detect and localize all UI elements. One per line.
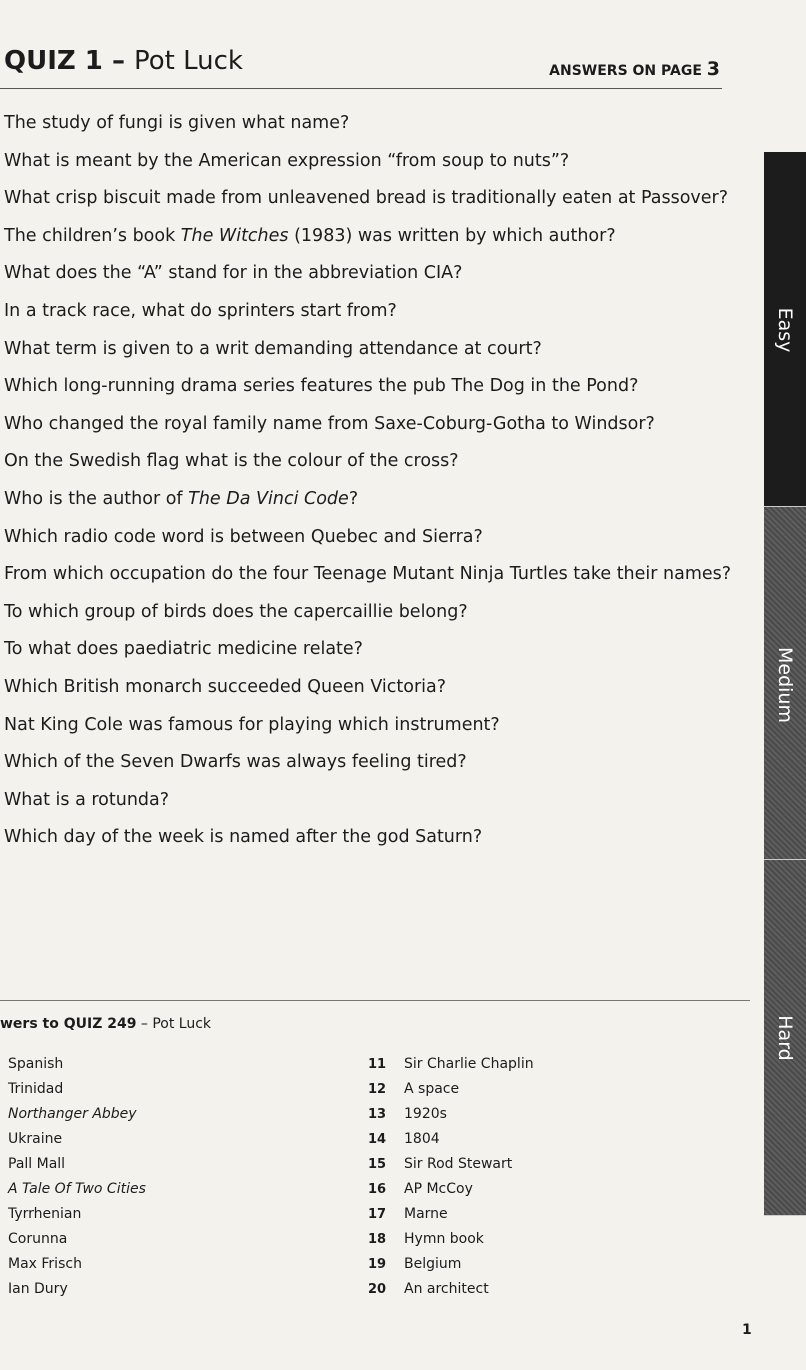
question-item: Nat King Cole was famous for playing which instrument? xyxy=(4,714,500,735)
answer-number: 12 xyxy=(368,1082,387,1097)
answer-text: Marne xyxy=(404,1206,448,1222)
question-item: What does the “A” stand for in the abbreviation CIA? xyxy=(4,263,463,284)
question-item xyxy=(4,221,731,259)
answer-item xyxy=(368,1077,534,1102)
answer-text: 1804 xyxy=(404,1131,440,1147)
quiz-topic: Pot Luck xyxy=(134,46,243,76)
question-item xyxy=(4,484,731,522)
tab-easy xyxy=(764,152,806,507)
answer-number: 13 xyxy=(368,1107,387,1122)
answer-number: 14 xyxy=(368,1132,387,1147)
question-item: What is meant by the American expression “from soup to nuts”? xyxy=(4,150,570,171)
question-title-italic: The Witches xyxy=(180,225,289,246)
question-item: From which occupation do the four Teenage Mutant Ninja Turtles take their names? xyxy=(4,564,732,585)
question-item: To what does paediatric medicine relate? xyxy=(4,639,363,660)
answer-number: 19 xyxy=(368,1257,387,1272)
question-text: The children’s book xyxy=(4,225,181,246)
answers-heading-prefix: wers to QUIZ 249 xyxy=(0,1016,137,1032)
answer-item: Trinidad xyxy=(8,1081,64,1097)
quiz-title xyxy=(4,46,243,76)
answer-item: Tyrrhenian xyxy=(8,1206,82,1222)
question-text: ? xyxy=(348,488,359,509)
answers-ref-text: ANSWERS ON PAGE xyxy=(549,63,707,79)
answers-divider xyxy=(0,1000,750,1001)
page-number: 1 xyxy=(742,1322,752,1338)
question-item: In a track race, what do sprinters start from? xyxy=(4,300,397,321)
answer-text: An architect xyxy=(404,1281,489,1297)
tab-label: Medium xyxy=(774,647,796,723)
answers-left-column xyxy=(8,1052,146,1302)
question-item: What crisp biscuit made from unleavened bread is traditionally eaten at Passover? xyxy=(4,188,729,209)
question-item: On the Swedish flag what is the colour of the cross? xyxy=(4,451,459,472)
question-item: Which of the Seven Dwarfs was always feeling tired? xyxy=(4,752,467,773)
tab-hard xyxy=(764,860,806,1216)
answer-text: Sir Charlie Chaplin xyxy=(404,1056,534,1072)
answers-heading xyxy=(0,1016,211,1032)
answer-item xyxy=(368,1052,534,1077)
answer-text: Sir Rod Stewart xyxy=(404,1156,513,1172)
difficulty-tabs xyxy=(764,152,806,1216)
answer-item xyxy=(368,1227,534,1252)
answer-number: 20 xyxy=(368,1282,387,1297)
answers-heading-suffix: – Pot Luck xyxy=(136,1016,212,1032)
answer-item: Pall Mall xyxy=(8,1156,66,1172)
answer-text: AP McCoy xyxy=(404,1181,473,1197)
header-divider xyxy=(0,88,722,89)
answer-text: A space xyxy=(404,1081,460,1097)
question-item: Which radio code word is between Quebec and Sierra? xyxy=(4,526,483,547)
title-dash: – xyxy=(102,46,134,76)
answer-item: Spanish xyxy=(8,1056,64,1072)
answers-ref-page: 3 xyxy=(706,58,720,80)
answers-page-reference xyxy=(549,58,720,80)
answer-text: 1920s xyxy=(404,1106,447,1122)
answer-number: 11 xyxy=(368,1057,387,1072)
answer-number: 15 xyxy=(368,1157,387,1172)
answer-number: 17 xyxy=(368,1207,387,1222)
answer-item xyxy=(368,1127,534,1152)
answer-item: A Tale Of Two Cities xyxy=(8,1181,146,1197)
answer-item xyxy=(368,1202,534,1227)
question-item: The study of fungi is given what name? xyxy=(4,113,350,133)
question-list xyxy=(4,108,731,860)
answer-item xyxy=(368,1102,534,1127)
answer-item: Max Frisch xyxy=(8,1256,82,1272)
tab-label: Easy xyxy=(774,307,796,353)
question-item: Which long-running drama series features the pub The Dog in the Pond? xyxy=(4,376,639,397)
page-header xyxy=(4,44,722,88)
answer-text: Hymn book xyxy=(404,1231,484,1247)
answer-item xyxy=(368,1177,534,1202)
tab-label: Hard xyxy=(774,1015,796,1061)
answer-item xyxy=(368,1277,534,1302)
question-item: What term is given to a writ demanding attendance at court? xyxy=(4,338,542,359)
question-title-italic: The Da Vinci Code xyxy=(188,488,349,509)
question-text: Who is the author of xyxy=(4,488,189,509)
answer-item: Ian Dury xyxy=(8,1281,68,1297)
answer-item xyxy=(368,1152,534,1177)
answer-item: Corunna xyxy=(8,1231,68,1247)
question-item: What is a rotunda? xyxy=(4,789,170,810)
answer-item: Northanger Abbey xyxy=(8,1106,137,1122)
quiz-label: QUIZ 1 xyxy=(4,46,103,76)
answer-number: 16 xyxy=(368,1182,387,1197)
tab-medium xyxy=(764,507,806,860)
question-text: (1983) was written by which author? xyxy=(288,225,616,246)
question-item: Who changed the royal family name from Saxe-Coburg-Gotha to Windsor? xyxy=(4,413,655,434)
answer-item xyxy=(368,1252,534,1277)
answer-number: 18 xyxy=(368,1232,387,1247)
answers-right-column xyxy=(368,1052,534,1302)
question-item: To which group of birds does the capercaillie belong? xyxy=(4,601,468,622)
answer-item: Ukraine xyxy=(8,1131,63,1147)
question-item: Which day of the week is named after the god Saturn? xyxy=(4,827,483,848)
answer-text: Belgium xyxy=(404,1256,462,1272)
question-item: Which British monarch succeeded Queen Victoria? xyxy=(4,676,447,697)
